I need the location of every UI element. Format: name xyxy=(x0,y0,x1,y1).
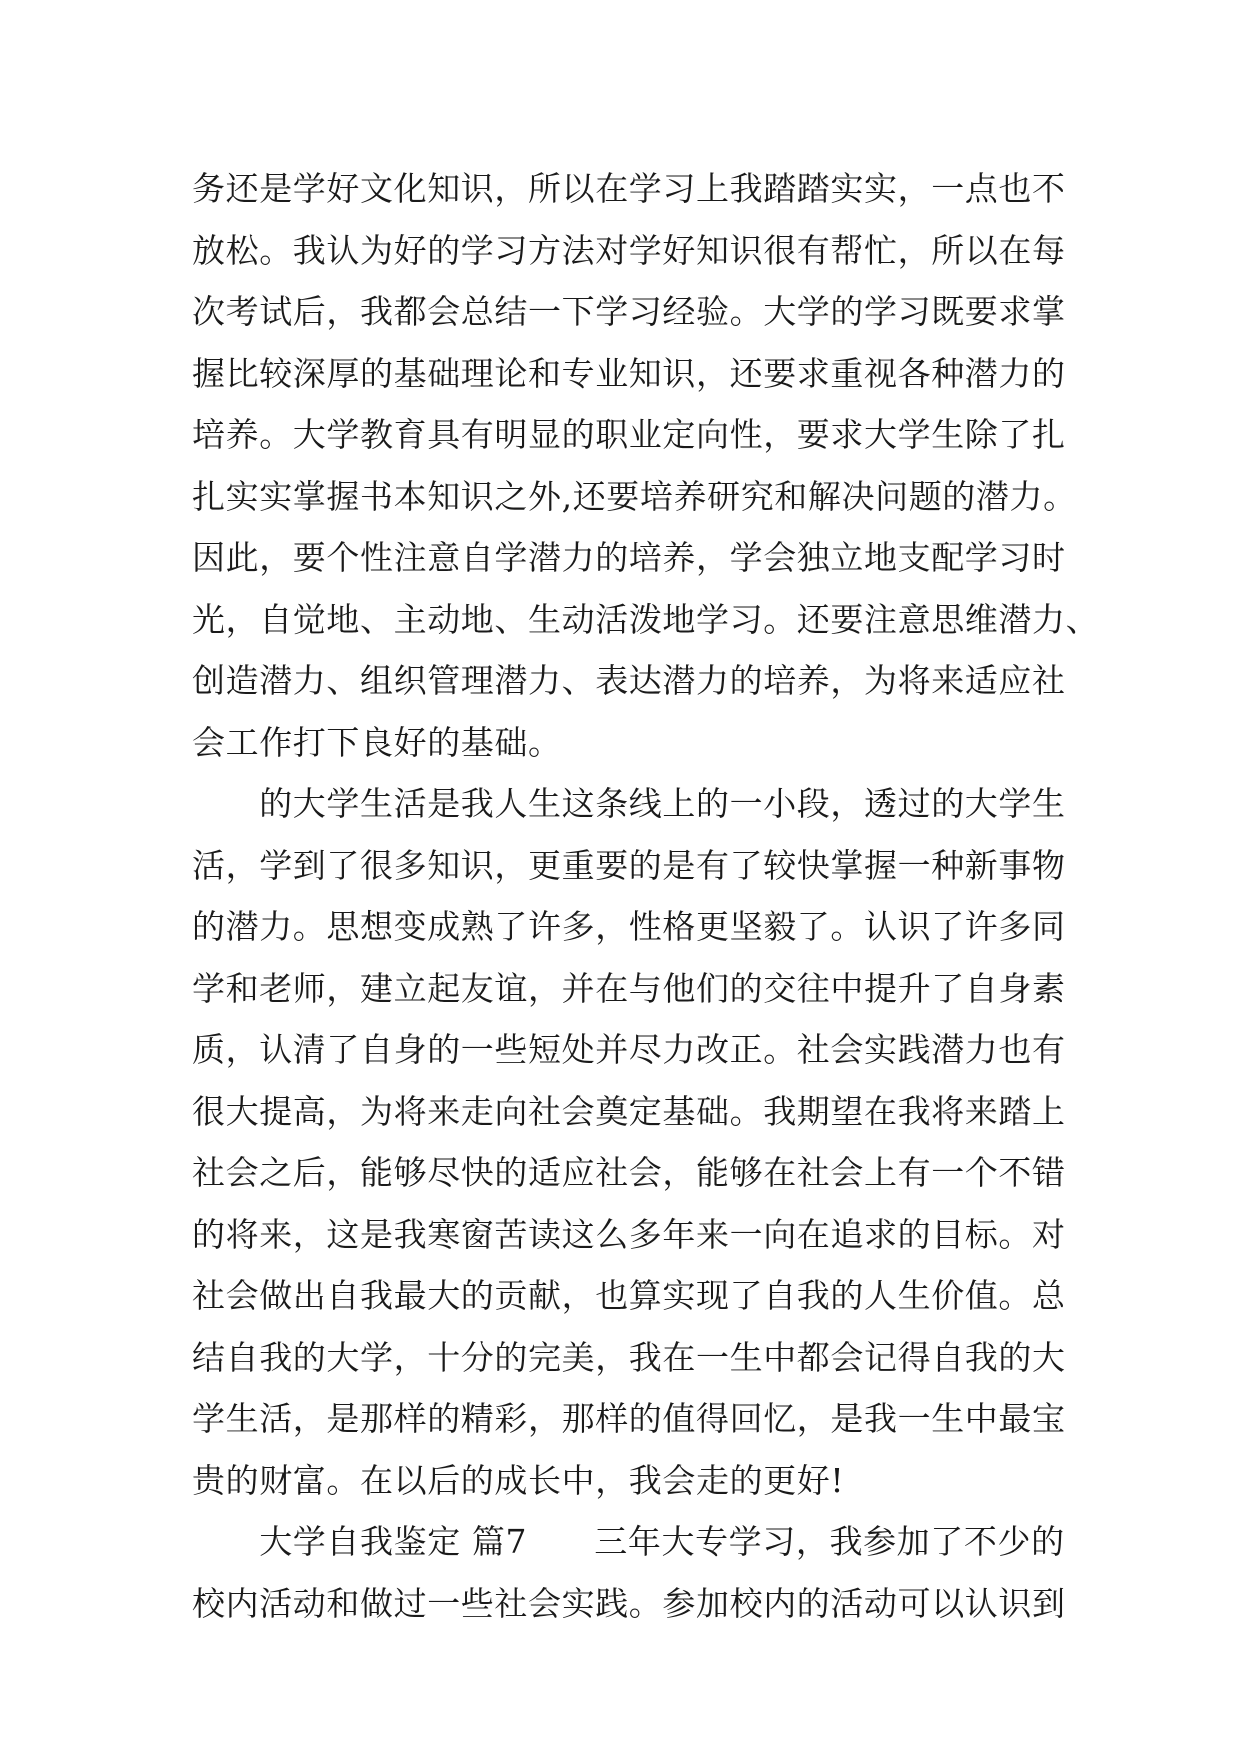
text-line: 扎实实掌握书本知识之外,还要培养研究和解决问题的潜力。 xyxy=(192,476,1077,516)
text-line: 学和老师，建立起友谊，并在与他们的交往中提升了自身素 xyxy=(192,968,1066,1008)
text-line: 创造潜力、组织管理潜力、表达潜力的培养，为将来适应社 xyxy=(192,661,1066,700)
text-line: 社会之后，能够尽快的适应社会，能够在社会上有一个不错 xyxy=(192,1153,1066,1192)
text-line: 的将来，这是我寒窗苦读这么多年来一向在追求的目标。对 xyxy=(192,1214,1066,1254)
text-line: 的潜力。思想变成熟了许多，性格更坚毅了。认识了许多同 xyxy=(192,907,1066,946)
text-line: 很大提高，为将来走向社会奠定基础。我期望在我将来踏上 xyxy=(192,1091,1066,1131)
text-line: 质，认清了自身的一些短处并尽力改正。社会实践潜力也有 xyxy=(192,1030,1066,1069)
text-line: 大学自我鉴定 篇7 三年大专学习，我参加了不少的 xyxy=(192,1522,1065,1561)
text-line: 的大学生活是我人生这条线上的一小段，透过的大学生 xyxy=(192,784,1066,823)
text-line: 会工作打下良好的基础。 xyxy=(192,722,562,762)
text-line: 光，自觉地、主动地、生动活泼地学习。还要注意思维潜力、 xyxy=(192,599,1100,639)
text-line: 活，学到了很多知识，更重要的是有了较快掌握一种新事物 xyxy=(192,845,1066,885)
text-line: 次考试后，我都会总结一下学习经验。大学的学习既要求掌 xyxy=(192,292,1066,331)
text-line: 社会做出自我最大的贡献，也算实现了自我的人生价值。总 xyxy=(192,1276,1066,1315)
text-line: 握比较深厚的基础理论和专业知识，还要求重视各种潜力的 xyxy=(192,353,1066,393)
text-line: 校内活动和做过一些社会实践。参加校内的活动可以认识到 xyxy=(192,1583,1066,1623)
body-text xyxy=(192,158,1100,1634)
text-line: 因此，要个性注意自学潜力的培养，学会独立地支配学习时 xyxy=(192,538,1066,577)
text-line: 学生活，是那样的精彩，那样的值得回忆，是我一生中最宝 xyxy=(192,1399,1066,1438)
text-line: 贵的财富。在以后的成长中，我会走的更好! xyxy=(192,1460,845,1500)
text-line: 培养。大学教育具有明显的职业定向性，要求大学生除了扎 xyxy=(192,415,1066,454)
text-line: 务还是学好文化知识，所以在学习上我踏踏实实，一点也不 xyxy=(192,169,1066,208)
text-line: 放松。我认为好的学习方法对学好知识很有帮忙，所以在每 xyxy=(192,230,1066,270)
text-line: 结自我的大学，十分的完美，我在一生中都会记得自我的大 xyxy=(192,1337,1066,1377)
